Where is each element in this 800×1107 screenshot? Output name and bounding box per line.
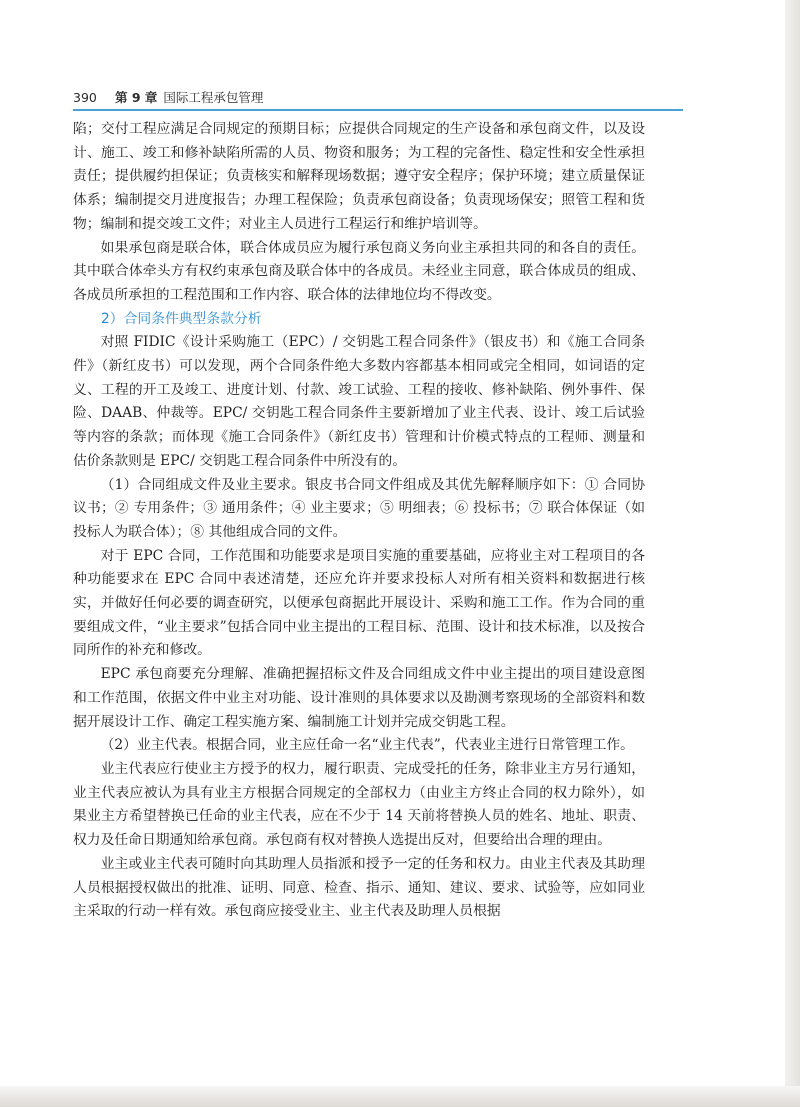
paragraph: 业主代表应行使业主方授予的权力，履行职责、完成受托的任务，除非业主方另行通知，业主代表应被认为具有业主方根据合同规定的全部权力（由业主方终止合同的权力除外），如果业主方希望替换已任命的业主代表，应在不少于 14 天前将替换人员的姓名、地址、职责、权力及任命日期通知给承包商。承包商有权对替换人选提出反对，但要给出合理的理由。	[73, 760, 645, 849]
paragraph: （1）合同组成文件及业主要求。银皮书合同文件组成及其优先解释顺序如下：① 合同协议书；② 专用条件；③ 通用条件；④ 业主要求；⑤ 明细表；⑥ 投标书；⑦ 联合体保证（如投标人为联合体）；⑧ 其他组成合同的文件。	[73, 476, 645, 540]
header-rule	[73, 109, 683, 111]
page-bottom-shadow	[0, 1086, 800, 1107]
paragraph: 陷；交付工程应满足合同规定的预期目标；应提供合同规定的生产设备和承包商文件，以及设计、施工、竣工和修补缺陷所需的人员、物资和服务；为工程的完备性、稳定性和安全性承担责任；提供履约担保证；负责核实和解释现场数据；遵守安全程序；保护环境；建立质量保证体系；编制提交月进度报告；办理工程保险；负责承包商设备；负责现场保安；照管工程和货物；编制和提交竣工文件；对业主人员进行工程运行和维护培训等。	[73, 121, 645, 232]
page-number: 390	[73, 90, 97, 105]
paragraph: 对于 EPC 合同，工作范围和功能要求是项目实施的重要基础，应将业主对工程项目的各种功能要求在 EPC 合同中表述清楚，还应允许并要求投标人对所有相关资料和数据进行核实，并做好任何必要的调查研究，以便承包商据此开展设计、采购和施工工作。作为合同的重要组成文件，“业主要求”包括合同中业主提出的工程目标、范围、设计和技术标准，以及按合同所作的补充和修改。	[73, 547, 645, 659]
paragraph: 如果承包商是联合体，联合体成员应为履行承包商义务向业主承担共同的和各自的责任。其中联合体牵头方有权约束承包商及联合体中的各成员。未经业主同意，联合体成员的组成、各成员所承担的工程范围和工作内容、联合体的法律地位均不得改变。	[73, 239, 645, 303]
chapter-title: 国际工程承包管理	[163, 90, 264, 105]
paragraph: 业主或业主代表可随时向其助理人员指派和授予一定的任务和权力。由业主代表及其助理人员根据授权做出的批准、证明、同意、检查、指示、通知、建议、要求、试验等，应如同业主采取的行动一样有效。承包商应接受业主、业主代表及助理人员根据	[73, 855, 645, 920]
page-body	[73, 118, 645, 924]
paragraph: （2）业主代表。根据合同，业主应任命一名“业主代表”，代表业主进行日常管理工作。	[100, 737, 634, 754]
chapter-label: 第 9 章	[115, 90, 158, 105]
running-header	[73, 88, 683, 110]
paragraph: EPC 承包商要充分理解、准确把握招标文件及合同组成文件中业主提出的项目建设意图和工作范围，依据文件中业主对功能、设计准则的具体要求以及勘测考察现场的全部资料和数据开展设计工作、确定工程实施方案、编制施工计划并完成交钥匙工程。	[73, 666, 645, 730]
page-edge-shadow	[785, 0, 800, 1107]
section-heading: 2）合同条件典型条款分析	[101, 310, 262, 327]
paragraph: 对照 FIDIC《设计采购施工（EPC）/ 交钥匙工程合同条件》（银皮书）和《施工合同条件》（新红皮书）可以发现，两个合同条件绝大多数内容都基本相同或完全相同，如词语的定义、工程的开工及竣工、进度计划、付款、竣工试验、工程的接收、修补缺陷、例外事件、保险、DAAB、仲裁等。EPC/ 交钥匙工程合同条件主要新增加了业主代表、设计、竣工后试验等内容的条款；而体现《施工合同条件》（新红皮书）管理和计价模式特点的工程师、测量和估价条款则是 EPC/ 交钥匙工程合同条件中所没有的。	[73, 334, 645, 469]
